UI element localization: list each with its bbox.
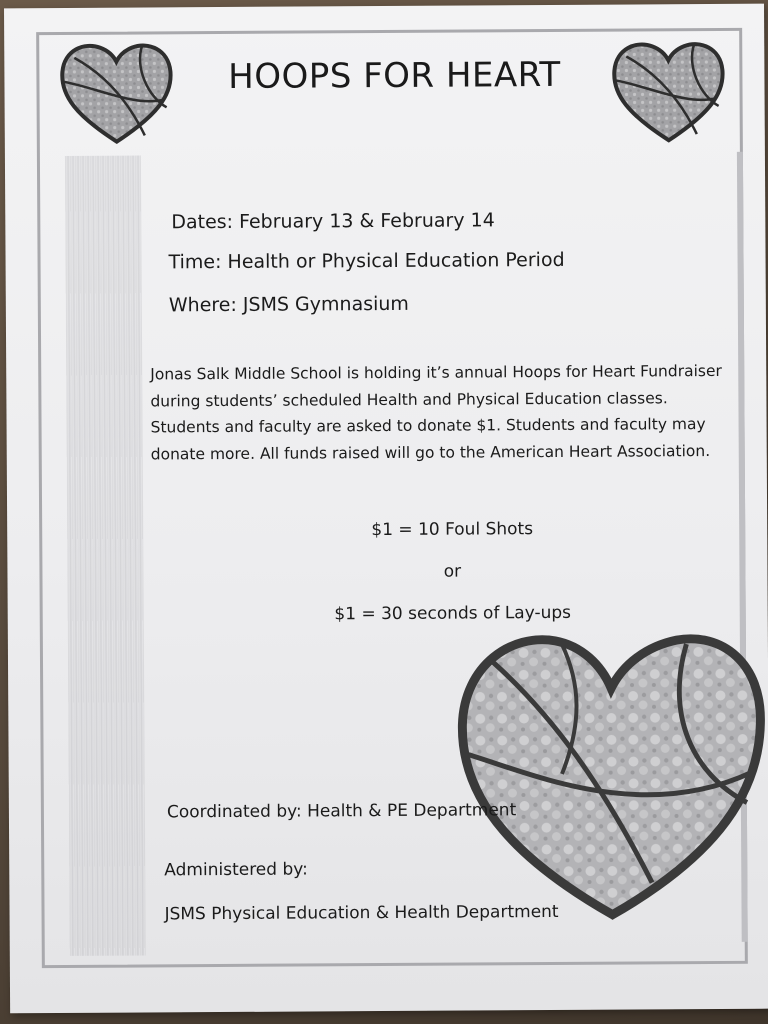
event-description (150, 358, 751, 468)
donation-option-foul-shots: $1 = 10 Foul Shots (371, 519, 534, 541)
basketball-heart-icon (56, 37, 177, 148)
event-dates: Dates: February 13 & February 14 (171, 209, 495, 234)
option-separator: or (443, 561, 462, 582)
left-decorative-bar (65, 155, 146, 955)
description-line: during students’ scheduled Health and Physical Education classes. (150, 388, 668, 410)
basketball-heart-icon (452, 624, 768, 924)
flyer-title: HOOPS FOR HEART (228, 54, 561, 97)
description-line: Jonas Salk Middle School is holding it’s annual Hoops for Heart Fundraiser (150, 361, 722, 384)
basketball-heart-icon (608, 36, 729, 147)
administered-label: Administered by: (164, 859, 308, 881)
description-line: donate more. All funds raised will go to the American Heart Association. (150, 441, 711, 463)
coordinated-by: Coordinated by: Health & PE Department (166, 800, 517, 823)
administered-by: JSMS Physical Education & Health Department (164, 901, 559, 925)
event-location: Where: JSMS Gymnasium (168, 292, 409, 317)
flyer-paper (4, 4, 768, 1014)
donation-option-layups: $1 = 30 seconds of Lay-ups (334, 602, 572, 625)
event-time: Time: Health or Physical Education Period (168, 248, 565, 274)
description-line: Students and faculty are asked to donate $1. Students and faculty may (150, 415, 706, 437)
